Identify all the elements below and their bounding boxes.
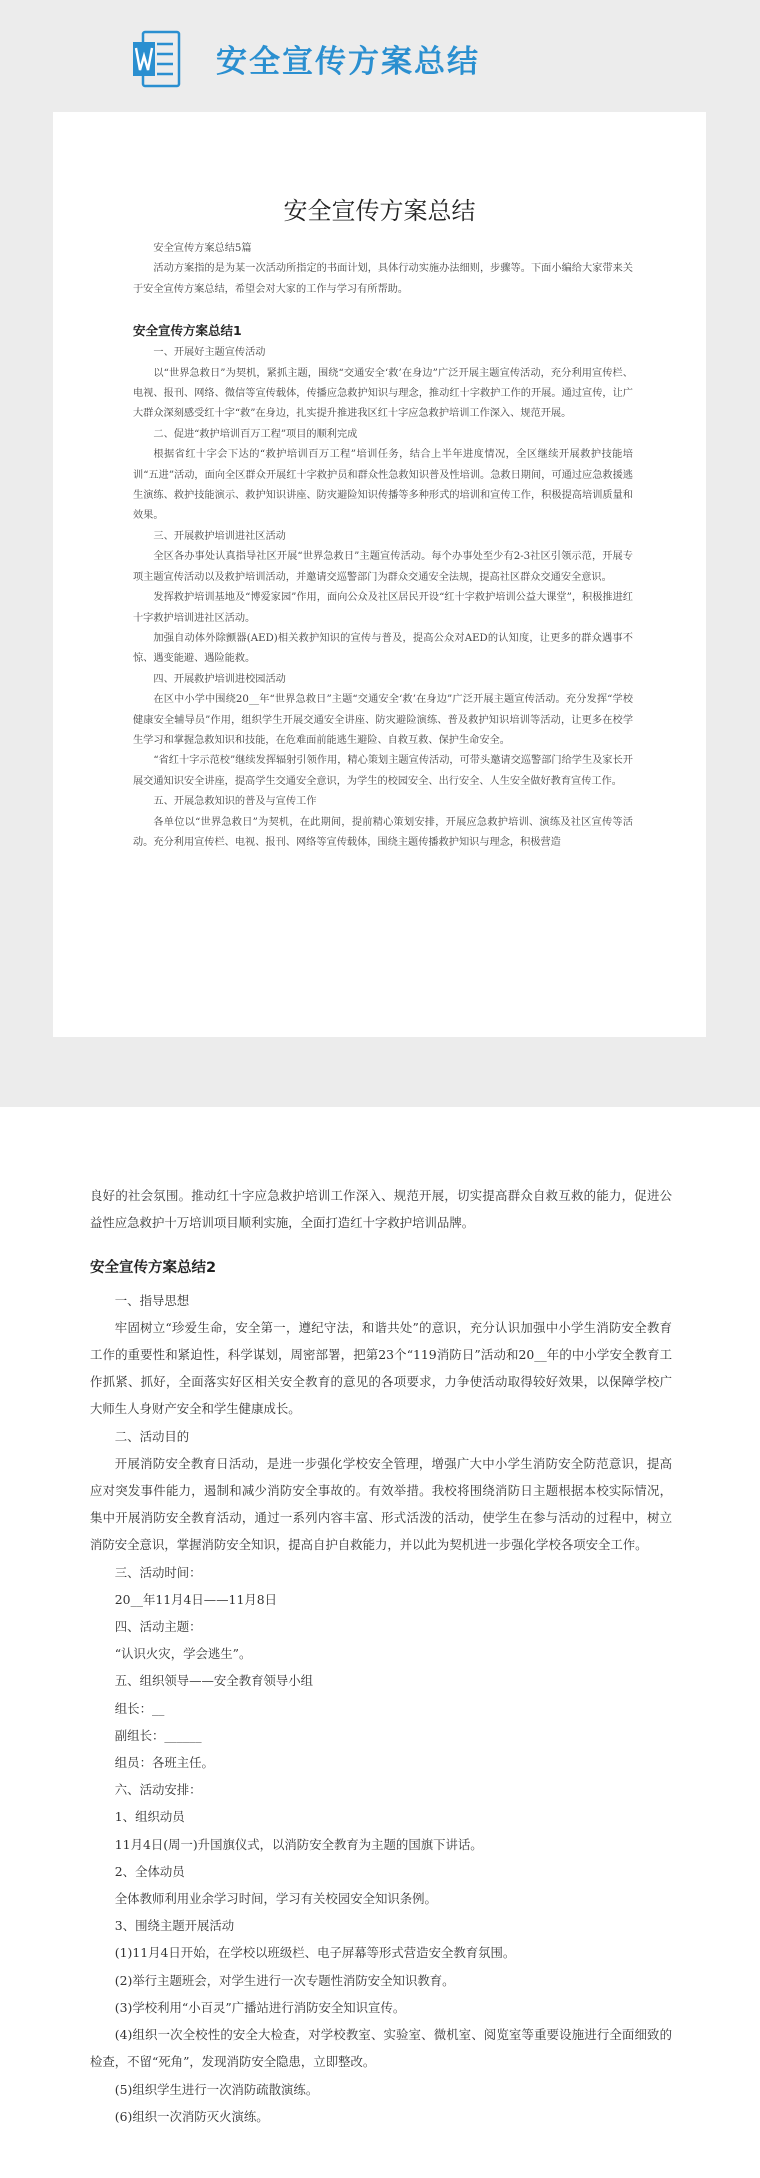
paragraph: 以“世界急救日”为契机，紧抓主题，围绕“交通安全‘救’在身边”广泛开展主题宣传活动，充分利用宣传栏、电视、报刊、网络、微信等宣传载体，传播应急救护知识与理念，推动红十字救护工作的开展。通过宣传，让广大群众深刻感受红十字“救”在身边，扎实提升推进我区红十字应急救护培训工作深入、规范开展。 xyxy=(133,367,633,420)
section-heading-2: 安全宣传方案总结2 xyxy=(90,1260,217,1277)
section-heading-1: 安全宣传方案总结1 xyxy=(133,323,242,339)
intro-subtitle: 安全宣传方案总结5篇 xyxy=(153,243,252,254)
paragraph: 三、开展救护培训进社区活动 xyxy=(153,530,286,542)
paragraph: 20__年11月4日——11月8日 xyxy=(114,1591,277,1607)
header-title: 安全宣传方案总结 xyxy=(216,44,480,80)
paragraph: 二、活动目的 xyxy=(114,1428,190,1444)
continuation-paragraph: 良好的社会氛围。推动红十字应急救护培训工作深入、规范开展，切实提高群众自救互救的能力，促进公益性应急救护十万培训项目顺利实施，全面打造红十字救护培训品牌。 xyxy=(90,1188,672,1231)
document-header xyxy=(0,0,760,112)
paragraph: 六、活动安排： xyxy=(114,1782,202,1798)
document-title: 安全宣传方案总结 xyxy=(283,197,476,225)
page-2-body xyxy=(90,1182,672,2130)
paragraph: 副组长：______ xyxy=(114,1727,202,1743)
page-1-body xyxy=(133,239,633,853)
paragraph: 五、开展急救知识的普及与宣传工作 xyxy=(153,796,317,808)
document-page-1 xyxy=(53,112,706,1037)
paragraph: (6)组织一次消防灭火演练。 xyxy=(114,2108,269,2124)
paragraph: (1)11月4日开始，在学校以班级栏、电子屏幕等形式营造安全教育氛围。 xyxy=(114,1945,516,1961)
paragraph: 全体教师利用业余学习时间，学习有关校园安全知识条例。 xyxy=(114,1891,437,1907)
paragraph: 组长：__ xyxy=(114,1700,165,1716)
paragraph: (5)组织学生进行一次消防疏散演练。 xyxy=(114,2081,319,2097)
paragraph: 牢固树立“珍爱生命，安全第一，遵纪守法，和谐共处”的意识，充分认识加强中小学生消防安全教育工作的重要性和紧迫性，科学谋划，周密部署，把第23个“119消防日”活动和20__年的中小学安全教育工作抓紧、抓好，全面落实好区相关安全教育的意见的各项要求，力争使活动取得较好效果，以保障学校广大师生人身财产安全和学生健康成长。 xyxy=(90,1319,672,1417)
paragraph: 1、组织动员 xyxy=(114,1809,185,1825)
paragraph: 四、开展救护培训进校园活动 xyxy=(153,673,286,685)
paragraph: 一、开展好主题宣传活动 xyxy=(153,347,266,359)
paragraph: 根据省红十字会下达的“救护培训百万工程”培训任务，结合上半年进度情况，全区继续开展救护技能培训“五进”活动，面向全区群众开展红十字救护员和群众性急救知识普及性培训。急救日期间，可通过应急救援逃生演练、救护技能演示、救护知识讲座、防灾避险知识传播等多种形式的培训和宣传工作，积极提高培训质量和效果。 xyxy=(133,449,633,522)
paragraph: 2、全体动员 xyxy=(114,1863,185,1879)
paragraph: 发挥救护培训基地及“博爱家园”作用，面向公众及社区居民开设“红十字救护培训公益大课堂”，积极推进红十字救护培训进社区活动。 xyxy=(133,592,633,624)
intro-paragraph: 活动方案指的是为某一次活动所指定的书面计划，具体行动实施办法细则，步骤等。下面小编给大家带来关于安全宣传方案总结，希望会对大家的工作与学习有所帮助。 xyxy=(133,263,633,295)
paragraph: 全区各办事处认真指导社区开展“世界急救日”主题宣传活动。每个办事处至少有2-3社区引领示范，开展专项主题宣传活动以及救护培训活动，并邀请交巡警部门为群众交通安全法规，提高社区群众交通安全意识。 xyxy=(133,551,633,583)
paragraph: (2)举行主题班会，对学生进行一次专题性消防安全知识教育。 xyxy=(114,1972,455,1988)
paragraph: 四、活动主题： xyxy=(114,1619,202,1635)
paragraph: 在区中小学中围绕20__年“世界急救日”主题“交通安全‘救’在身边”广泛开展主题宣传活动。充分发挥“学校健康安全辅导员”作用，组织学生开展交通安全讲座、防灾避险演练、普及救护知识培训等活动，让更多在校学生学习和掌握急救知识和技能，在危难面前能逃生避险、自救互救、保护生命安全。 xyxy=(133,694,633,746)
paragraph: 五、组织领导——安全教育领导小组 xyxy=(114,1673,314,1689)
paragraph: 各单位以“世界急救日”为契机，在此期间，提前精心策划安排，开展应急救护培训、演练及社区宣传等活动。充分利用宣传栏、电视、报刊、网络等宣传载体，围绕主题传播救护知识与理念，积极营造 xyxy=(133,816,633,848)
paragraph: “认识火灾，学会逃生”。 xyxy=(114,1646,252,1662)
paragraph: 一、指导思想 xyxy=(114,1292,190,1308)
paragraph: 11月4日(周一)升国旗仪式，以消防安全教育为主题的国旗下讲话。 xyxy=(114,1836,483,1852)
paragraph: 三、活动时间： xyxy=(114,1564,202,1580)
paragraph: 开展消防安全教育日活动，是进一步强化学校安全管理，增强广大中小学生消防安全防范意识，提高应对突发事件能力，遏制和减少消防安全事故的。有效举措。我校将围绕消防日主题根据本校实际情况，集中开展消防安全教育活动，通过一系列内容丰富、形式活泼的活动，使学生在参与活动的过程中，树立消防安全意识，掌握消防安全知识，提高自护自救能力，并以此为契机进一步强化学校各项安全工作。 xyxy=(90,1455,672,1553)
paragraph: (4)组织一次全校性的安全大检查，对学校教室、实验室、微机室、阅览室等重要设施进行全面细致的检查，不留“死角”，发现消防安全隐患，立即整改。 xyxy=(90,2027,672,2070)
paragraph: (3)学校利用“小百灵”广播站进行消防安全知识宣传。 xyxy=(114,1999,406,2015)
paragraph: 加强自动体外除颤器(AED)相关救护知识的宣传与普及，提高公众对AED的认知度，让更多的群众遇事不惊、遇变能避、遇险能救。 xyxy=(133,632,633,665)
paragraph: 组员：各班主任。 xyxy=(114,1755,214,1771)
word-document-icon xyxy=(133,30,181,88)
paragraph: “省红十字示范校”继续发挥辐射引领作用，精心策划主题宣传活动，可带头邀请交巡警部门给学生及家长开展交通知识安全讲座，提高学生交通安全意识，为学生的校园安全、出行安全、人生安全做好教育宣传工作。 xyxy=(133,755,633,787)
document-page-2 xyxy=(0,1107,760,2178)
page-2-lines xyxy=(90,1287,672,2130)
paragraph: 二、促进“救护培训百万工程”项目的顺利完成 xyxy=(153,428,358,440)
paragraph: 3、围绕主题开展活动 xyxy=(114,1918,235,1934)
